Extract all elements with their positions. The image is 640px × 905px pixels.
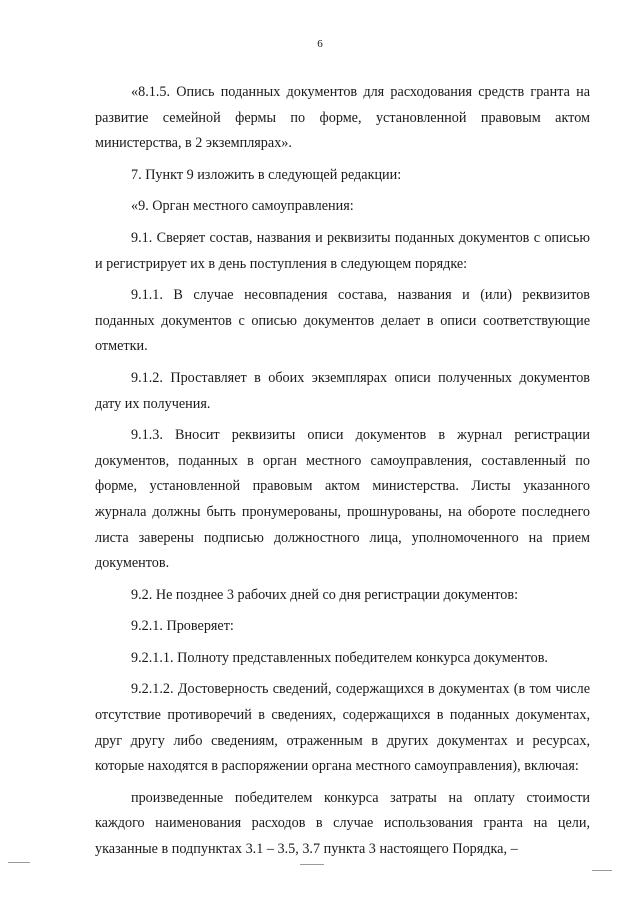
paragraph-costs: произведенные победителем конкурса затраты на оплату стоимости каждого наименования расходов в случае использования гранта на цели, указанные в подпунктах 3.1 – 3.5, 3.7 пункта 3 настоящего Порядка, – [95,789,590,858]
paragraph-item-7: 7. Пункт 9 изложить в следующей редакции: [131,166,402,183]
scan-artifact-center [300,864,324,865]
paragraph-9-2-1-1: 9.2.1.1. Полноту представленных победителем конкурса документов. [131,649,548,666]
paragraph-9: «9. Орган местного самоуправления: [131,198,354,215]
page-number: 6 [317,38,323,50]
paragraph-9-1: 9.1. Сверяет состав, названия и реквизиты поданных документов с описью и регистрирует их в день поступления в следующем порядке: [95,229,590,272]
scan-artifact-left [8,862,30,863]
scan-artifact-right [592,870,612,871]
paragraph-8-1-5: «8.1.5. Опись поданных документов для расходования средств гранта на развитие семейной фермы по форме, установленной правовым актом министерства, в 2 экземплярах». [95,84,590,152]
paragraph-9-2-1-2: 9.2.1.2. Достоверность сведений, содержащихся в документах (в том числе отсутствие противоречий в сведениях, содержащихся в поданных документах, друг другу либо сведениям, отраженным в других документах и ресурсах, которые находятся в распоряжении органа местного самоуправления), включая: [95,681,590,775]
paragraph-9-1-3: 9.1.3. Вносит реквизиты описи документов в журнал регистрации документов, поданных в орган местного самоуправления, составленный по форме, установленной правовым актом министерства. Листы указанного журнала должны быть пронумерованы, прошнурованы, на обороте последнего листа заверены подписью должностного лица, уполномоченного на прием документов. [95,427,590,572]
paragraph-9-2: 9.2. Не позднее 3 рабочих дней со дня регистрации документов: [131,586,519,603]
document-body [95,80,590,869]
paragraph-9-2-1: 9.2.1. Проверяет: [131,618,234,635]
paragraph-9-1-2: 9.1.2. Проставляет в обоих экземплярах описи полученных документов дату их получения. [95,369,590,412]
paragraph-9-1-1: 9.1.1. В случае несовпадения состава, названия и (или) реквизитов поданных документов с описью документов делает в описи соответствующие отметки. [95,287,590,355]
